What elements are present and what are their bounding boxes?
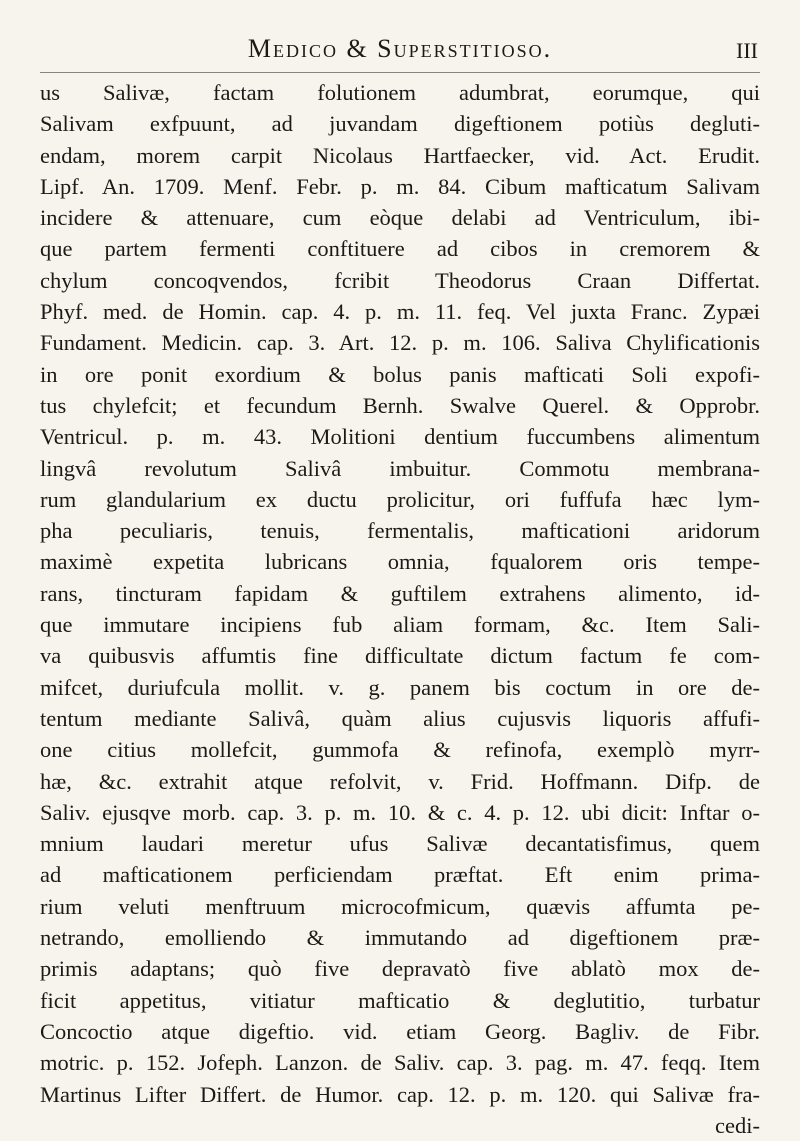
text-line: Concoctio atque digeftio. vid. etiam Georg. Bagliv. de Fibr. xyxy=(40,1018,760,1044)
text-line: endam, morem carpit Nicolaus Hartfaecker, vid. Act. Erudit. xyxy=(40,142,760,168)
text-line: Martinus Lifter Differt. de Humor. cap. 12. p. m. 120. qui Salivæ fra- xyxy=(40,1081,760,1107)
text-line: primis adaptans; quò five depravatò five ablatò mox de- xyxy=(40,956,760,982)
body-text xyxy=(40,77,760,1141)
text-line: incidere & attenuare, cum eòque delabi ad Ventriculum, ibi- xyxy=(40,205,760,231)
text-line: mifcet, duriufcula mollit. v. g. panem bis coctum in ore de- xyxy=(40,674,760,700)
catchword: cedi- xyxy=(715,1112,760,1138)
text-line: in ore ponit exordium & bolus panis mafticati Soli expofi- xyxy=(40,361,760,387)
text-line: Fundament. Medicin. cap. 3. Art. 12. p. m. 106. Saliva Chylificationis xyxy=(40,330,760,356)
text-line: Saliv. ejusqve morb. cap. 3. p. m. 10. & c. 4. p. 12. ubi dicit: Inftar o- xyxy=(40,799,760,825)
text-line: va quibusvis affumtis fine difficultate dictum factum fe com- xyxy=(40,643,760,669)
text-line: Lipf. An. 1709. Menf. Febr. p. m. 84. Cibum mafticatum Salivam xyxy=(40,173,760,199)
text-line: pha peculiaris, tenuis, fermentalis, mafticationi aridorum xyxy=(40,518,760,544)
text-line: que immutare incipiens fub aliam formam, &c. Item Sali- xyxy=(40,612,760,638)
text-line: netrando, emolliendo & immutando ad digeftionem præ- xyxy=(40,925,760,951)
text-line: Ventricul. p. m. 43. Molitioni dentium fuccumbens alimentum xyxy=(40,424,760,450)
text-line: maximè expetita lubricans omnia, fqualorem oris tempe- xyxy=(40,549,760,575)
text-line: rium veluti menftruum microcofmicum, quævis affumta pe- xyxy=(40,893,760,919)
text-line: motric. p. 152. Jofeph. Lanzon. de Saliv. cap. 3. pag. m. 47. feqq. Item xyxy=(40,1050,760,1076)
running-head xyxy=(40,30,760,73)
text-line: Salivam exfpuunt, ad juvandam digeftionem potiùs degluti- xyxy=(40,111,760,137)
text-line: us Salivæ, factam folutionem adumbrat, eorumque, qui xyxy=(40,80,760,105)
text-line: Phyf. med. de Homin. cap. 4. p. m. 11. feq. Vel juxta Franc. Zypæi xyxy=(40,299,760,325)
page-number: III xyxy=(736,38,758,63)
text-line: rum glandularium ex ductu prolicitur, ori fuffufa hæc lym- xyxy=(40,486,760,512)
text-line: que partem fermenti conftituere ad cibos in cremorem & xyxy=(40,236,760,262)
text-line: ficit appetitus, vitiatur mafticatio & deglutitio, turbatur xyxy=(40,987,760,1013)
text-line: hæ, &c. extrahit atque refolvit, v. Frid. Hoffmann. Difp. de xyxy=(40,768,760,794)
text-line: lingvâ revolutum Salivâ imbuitur. Commotu membrana- xyxy=(40,455,760,481)
book-page xyxy=(40,30,760,1138)
text-line: ad mafticationem perficiendam præftat. Eft enim prima- xyxy=(40,862,760,888)
text-line: tentum mediante Salivâ, quàm alius cujusvis liquoris affufi- xyxy=(40,705,760,731)
text-line: chylum concoqvendos, fcribit Theodorus Craan Differtat. xyxy=(40,267,760,293)
text-line: one citius mollefcit, gummofa & refinofa, exemplò myrr- xyxy=(40,737,760,763)
text-line: mnium laudari meretur ufus Salivæ decantatisfimus, quem xyxy=(40,831,760,857)
text-line: rans, tincturam fapidam & guftilem extrahens alimento, id- xyxy=(40,580,760,606)
text-line: tus chylefcit; et fecundum Bernh. Swalve Querel. & Opprobr. xyxy=(40,392,760,418)
running-title: Medico & Superstitioso. xyxy=(247,34,553,63)
